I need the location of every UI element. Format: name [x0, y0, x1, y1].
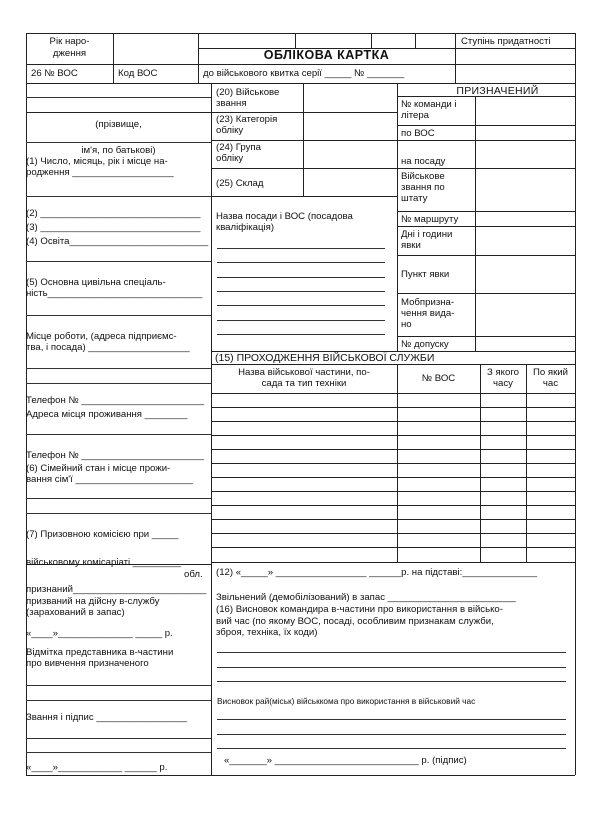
left-line-i [26, 498, 211, 499]
mid-h-25 [211, 196, 397, 197]
commissar-conclusion-label: Висновок рай(міськ) військкома про використання в військовий час [217, 696, 476, 706]
left-line-b [26, 142, 211, 143]
commission-field[interactable]: (7) Призовною комісією при _____ [26, 529, 179, 540]
assign-divider [397, 83, 398, 351]
name-label: (прізвище, [95, 119, 142, 130]
bottom-line-1 [217, 652, 566, 653]
birth-field[interactable]: (1) Число, місяць, рік і місце на- родження ___________________ [26, 156, 174, 179]
assign-admission: № допуску [401, 339, 449, 350]
discharged-field[interactable]: Звільнений (демобілізований) в запас ________________________ [216, 592, 516, 603]
service-col-from: З якого часу [487, 367, 519, 390]
left-line-e [26, 315, 211, 316]
group-label: (24) Група обліку [216, 142, 261, 165]
date-1-field[interactable]: «____»______________ _____ р. [26, 628, 173, 639]
asg-h5 [397, 226, 575, 227]
mid-line-6 [217, 320, 385, 321]
hdr-h3 [26, 83, 575, 84]
left-line-d [26, 261, 211, 262]
bottom-line-3 [217, 681, 566, 682]
rank-label: (20) Військове звання [216, 87, 280, 110]
recognized-field[interactable]: признаний_________________________ [26, 584, 207, 595]
service-col-vos: № ВОС [421, 373, 456, 384]
hdr-v5 [415, 33, 416, 48]
mid-line-3 [217, 277, 385, 278]
assign-value-divider [475, 96, 476, 351]
assign-vos: по ВОС [401, 128, 435, 139]
mid-line-5 [217, 305, 385, 306]
assign-post: на посаду [401, 156, 446, 167]
mid-h-24 [211, 168, 397, 169]
date-2-field[interactable]: «____»____________ ______ р. [26, 762, 168, 773]
birth-year-label: Рік наро- дження [49, 36, 90, 59]
left-h-name [26, 112, 211, 113]
hdr-v6 [455, 33, 456, 83]
left-line-h [26, 434, 211, 435]
bottom-line-5 [217, 734, 566, 735]
called-label: призваний на дійсну в-службу (зарахований в запас) [26, 596, 160, 619]
family-field[interactable]: (6) Сімейний стан і місце прожи- вання сім'ї ______________________ [26, 463, 193, 486]
oblast-label: обл. [184, 569, 203, 580]
asg-h8 [397, 336, 575, 337]
service-title: (15) ПРОХОДЖЕННЯ ВІЙСЬКОВОЇ СЛУЖБИ [215, 352, 435, 364]
asg-h4 [397, 211, 575, 212]
service-row [211, 547, 575, 548]
name-label-2: ім'я, по батькові) [81, 145, 156, 156]
svc-h-title [211, 364, 575, 365]
bottom-line-4 [217, 719, 566, 720]
bottom-line-6 [217, 748, 566, 749]
service-row [211, 533, 575, 534]
hdr-v3 [295, 33, 296, 48]
composition-label: (25) Склад [216, 178, 264, 189]
assign-point: Пункт явки [401, 269, 450, 280]
service-row [211, 421, 575, 422]
service-row [211, 435, 575, 436]
category-label: (23) Категорія обліку [216, 114, 278, 137]
mid-h-20 [211, 112, 397, 113]
svc-bottom [211, 562, 575, 563]
left-line-j [26, 513, 211, 514]
military-ticket-field[interactable]: до військового квитка серії _____ № _______ [203, 68, 405, 79]
left-line-l [26, 700, 211, 701]
basis-field[interactable]: (12) «_____» _________________ ______р. на підставі:______________ [216, 567, 538, 578]
assigned-title: ПРИЗНАЧЕНИЙ [456, 85, 539, 97]
commissariat-field[interactable]: військовому комісаріаті _________ [26, 557, 181, 568]
asg-h2 [397, 140, 575, 141]
vos-code-label: Код ВОС [118, 68, 158, 79]
mid-line-4 [217, 291, 385, 292]
service-row [211, 463, 575, 464]
address-field[interactable]: Адреса місця проживання ________ [26, 409, 188, 420]
position-label: Назва посади і ВОС (посадова кваліфікація) [216, 211, 353, 234]
left-line-n [26, 752, 211, 753]
left-line-k [26, 685, 211, 686]
left-col-divider [211, 83, 212, 775]
left-line-f [26, 368, 211, 369]
outer-bottom-border [26, 775, 575, 776]
field-2[interactable]: (2) ______________________________ [26, 208, 201, 219]
asg-h7 [397, 293, 575, 294]
education-field[interactable]: (4) Освіта__________________________ [26, 236, 209, 247]
left-line-c [26, 196, 211, 197]
phone-1-field[interactable]: Телефон № _______________________ [26, 395, 205, 406]
work-field[interactable]: Місце роботи, (адреса підприємс- тва, і посада) ___________________ [26, 331, 190, 354]
fitness-degree-label: Ступінь придатності [461, 36, 551, 47]
specialty-field[interactable]: (5) Основна цивільна спеціаль- ність_____________________________ [26, 277, 203, 300]
vos-26-label: 26 № ВОС [31, 68, 78, 79]
mark-label: Відмітка представника в-частини про вивчення призначеного [26, 647, 174, 670]
assign-mob: Мобпризна- чення вида- но [401, 297, 455, 331]
assign-days: Дні і години явки [401, 229, 453, 252]
phone-2-field[interactable]: Телефон № _______________________ [26, 450, 205, 461]
asg-h3 [397, 168, 575, 169]
commander-conclusion-label: (16) Висновок командира в-частини про використання в військо- вий час (по якому ВОС, посаді, особливим признакам служби, зброя, техніка, їх коди) [216, 604, 503, 639]
final-date-signature[interactable]: «_______» ___________________________ р. (підпис) [224, 755, 467, 766]
service-row [211, 491, 575, 492]
bottom-line-2 [217, 667, 566, 668]
asg-h6 [397, 255, 575, 256]
card-title: ОБЛІКОВА КАРТКА [263, 48, 390, 62]
left-line-a [26, 97, 211, 98]
hdr-h2 [26, 64, 575, 65]
svc-h-head [211, 393, 575, 394]
service-row [211, 449, 575, 450]
hdr-v1 [113, 33, 114, 83]
service-col-unit: Назва військової частини, по- сада та тип техніки [238, 367, 370, 390]
asg-h1 [397, 125, 575, 126]
service-row [211, 477, 575, 478]
mid-line-2 [217, 262, 385, 263]
outer-top-border [26, 33, 575, 34]
mid-line-7 [217, 334, 385, 335]
left-line-g [26, 383, 211, 384]
signature-field[interactable]: Звання і підпис _________________ [26, 712, 188, 723]
mid-line-1 [217, 248, 385, 249]
outer-right-border [575, 33, 576, 775]
service-col-to: По який час [532, 367, 568, 390]
service-row [211, 519, 575, 520]
service-row [211, 505, 575, 506]
assign-rank: Військове звання по штату [401, 171, 445, 205]
hdr-v4 [371, 33, 372, 48]
left-line-m [26, 738, 211, 739]
service-row [211, 407, 575, 408]
assign-route: № маршруту [401, 214, 459, 225]
assign-team: № команди і літера [401, 99, 457, 122]
field-3[interactable]: (3) ______________________________ [26, 222, 201, 233]
mid-h-23 [211, 140, 397, 141]
